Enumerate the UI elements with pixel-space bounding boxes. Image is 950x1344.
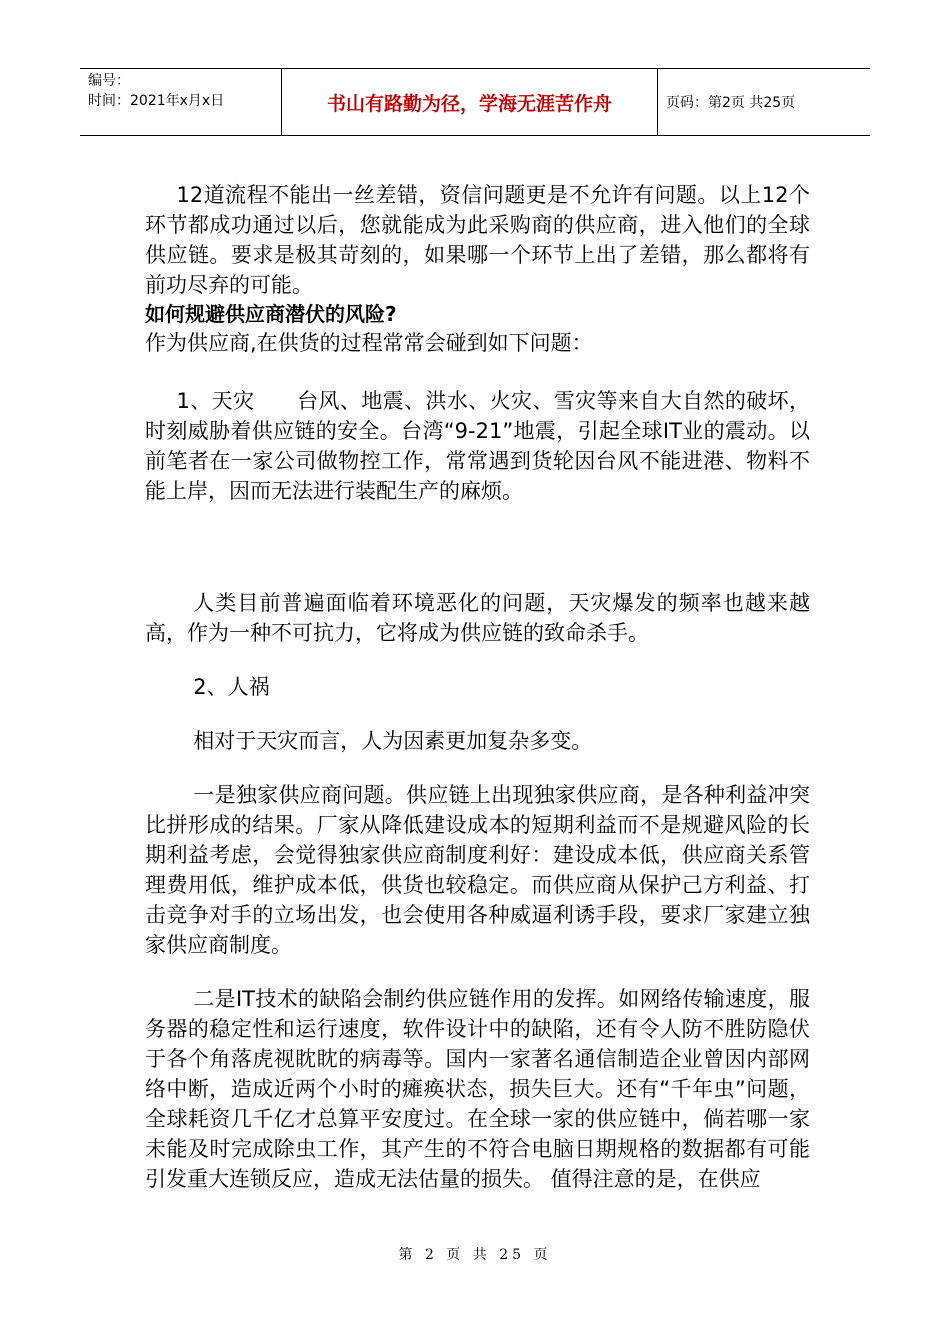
number-label: 编号： bbox=[88, 73, 130, 89]
page-header bbox=[80, 68, 870, 136]
header-motto: 书山有路勤为径，学海无涯苦作舟 bbox=[282, 69, 658, 135]
paragraph-4: 人类目前普遍面临着环境恶化的问题，天灾爆发的频率也越来越高，作为一种不可抗力，它将成为供应链的致命杀手。 bbox=[145, 591, 810, 645]
paragraph-3: 1、天灾 台风、地震、洪水、火灾、雪灾等来自大自然的破坏，时刻威胁着供应链的安全。台湾“9-21”地震，引起全球IT业的震动。以前笔者在一家公司做物控工作，常常遇到货轮因台风不能进港、物料不能上岸，因而无法进行装配生产的麻烦。 bbox=[145, 389, 810, 503]
header-page-info: 页码：第2页 共25页 bbox=[666, 95, 796, 111]
header-meta bbox=[80, 69, 282, 135]
document-body bbox=[145, 180, 810, 1194]
time-label: 时间：2021年x月x日 bbox=[88, 93, 225, 109]
page-footer: 第 2 页 共 25 页 bbox=[398, 1247, 552, 1263]
paragraph-7: 一是独家供应商问题。供应链上出现独家供应商，是各种利益冲突比拼形成的结果。厂家从降低建设成本的短期利益而不是规避风险的长期利益考虑，会觉得独家供应商制度利好：建设成本低，供应商关系管理费用低，维护成本低，供货也较稳定。而供应商从保护己方利益、打击竞争对手的立场出发，也会使用各种威逼利诱手段，要求厂家建立独家供应商制度。 bbox=[145, 783, 810, 957]
paragraph-1: 12道流程不能出一丝差错，资信问题更是不允许有问题。以上12个环节都成功通过以后，您就能成为此采购商的供应商，进入他们的全球供应链。要求是极其苛刻的，如果哪一个环节上出了差错，那么都将有前功尽弃的可能。 bbox=[145, 183, 810, 297]
paragraph-6: 相对于天灾而言，人为因素更加复杂多变。 bbox=[193, 729, 593, 753]
paragraph-8: 二是IT技术的缺陷会制约供应链作用的发挥。如网络传输速度，服务器的稳定性和运行速度，软件设计中的缺陷，还有令人防不胜防隐伏于各个角落虎视眈眈的病毒等。国内一家著名通信制造企业曾因内部网络中断，造成近两个小时的瘫痪状态，损失巨大。还有“千年虫”问题，全球耗资几千亿才总算平安度过。在全球一家的供应链中，倘若哪一家未能及时完成除虫工作，其产生的不符合电脑日期规格的数据都有可能引发重大连锁反应，造成无法估量的损失。 值得注意的是，在供应 bbox=[145, 987, 810, 1191]
paragraph-2: 作为供应商,在供货的过程常常会碰到如下问题： bbox=[145, 331, 593, 355]
paragraph-5: 2、人祸 bbox=[193, 675, 270, 699]
section-heading: 如何规避供应商潜伏的风险? bbox=[145, 302, 397, 326]
